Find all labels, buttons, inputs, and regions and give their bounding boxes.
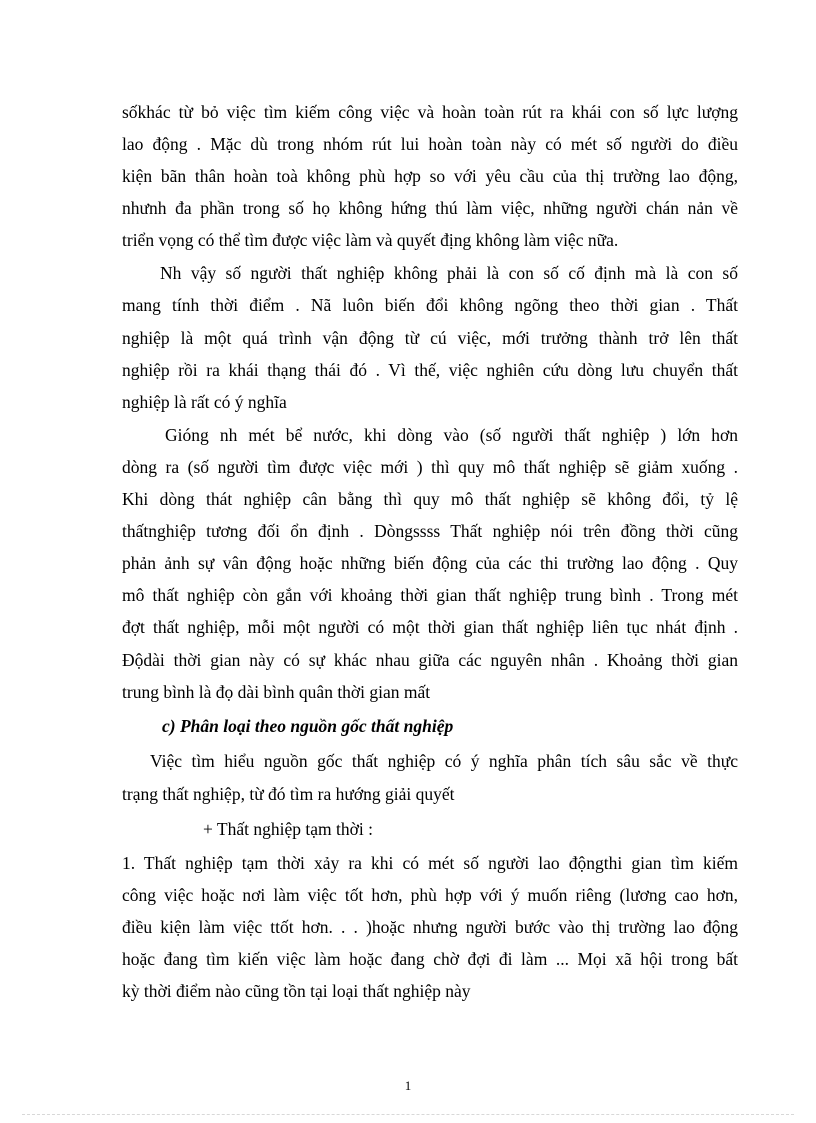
paragraph-3-line-6: mô thất nghiệp còn gắn với khoảng thời gian thất nghiệp trung bình . Trong mét xyxy=(122,585,738,605)
paragraph-4-line-1: Việc tìm hiểu nguồn gốc thất nghiệp có ý nghĩa phân tích sâu sắc về thực xyxy=(150,751,738,771)
paragraph-1-line-5: triển vọng có thể tìm được việc làm và quyết địng không làm việc nữa. xyxy=(122,230,619,250)
paragraph-3-line-3: Khi dòng thát nghiệp cân bằng thì quy mô thất nghiệp sẽ không đổi, tỷ lệ xyxy=(122,489,738,509)
paragraph-3-line-9: trung bình là đọ dài bình quân thời gian mất xyxy=(122,682,431,702)
paragraph-1-line-1: sốkhác từ bỏ việc tìm kiếm công việc và hoàn toàn rút ra khái con số lực lượng xyxy=(122,102,738,122)
page-number: 1 xyxy=(404,1078,412,1093)
paragraph-5-line-4: hoặc đang tìm kiến việc làm hoặc đang chờ đợi đi làm ... Mọi xã hội trong bất xyxy=(122,949,738,969)
paragraph-4-line-2: trạng thất nghiệp, từ đó tìm ra hướng giải quyết xyxy=(122,784,455,804)
subheading: + Thất nghiệp tạm thời : xyxy=(203,819,373,839)
paragraph-5-line-5: kỳ thời điểm nào cũng tồn tại loại thất nghiệp này xyxy=(122,981,471,1001)
paragraph-2-line-1: Nh vậy số người thất nghiệp không phải là con số cố định mà là con số xyxy=(160,263,738,283)
paragraph-3-line-1: Gióng nh mét bể nước, khi dòng vào (số người thất nghiệp ) lớn hơn xyxy=(165,425,738,445)
paragraph-2-line-5: nghiệp là rất có ý nghĩa xyxy=(122,392,287,412)
paragraph-2-line-2: mang tính thời điểm . Nã luôn biến đổi không ngõng theo thời gian . Thất xyxy=(122,295,738,315)
paragraph-2-line-3: nghiệp là một quá trình vận động từ cú việc, mới trưởng thành trở lên thất xyxy=(122,328,738,348)
paragraph-3-line-5: phản ảnh sự vân động hoặc những biến động của các thi trường lao động . Quy xyxy=(122,553,738,573)
paragraph-5-line-1: 1. Thất nghiệp tạm thời xảy ra khi có mét số người lao độngthi gian tìm kiếm xyxy=(122,853,738,873)
paragraph-2-line-4: nghiệp rồi ra khái thạng thái đó . Vì thế, việc nghiên cứu dòng lưu chuyển thất xyxy=(122,360,738,380)
section-heading: c) Phân loại theo nguồn gốc thất nghiệp xyxy=(162,716,454,736)
paragraph-3-line-2: dòng ra (số người tìm được việc mới ) thì quy mô thất nghiệp sẽ giảm xuống . xyxy=(122,457,738,477)
paragraph-1-line-3: kiện bãn thân hoàn toà không phù hợp so với yêu cầu của thị trường lao động, xyxy=(122,166,738,186)
paragraph-5-line-3: điều kiện làm việc ttốt hơn. . . )hoặc nhưng người bước vào thị trường lao động xyxy=(122,917,738,937)
paragraph-5-line-2: công việc hoặc nơi làm việc tốt hơn, phù hợp với ý muốn riêng (lương cao hơn, xyxy=(122,885,738,905)
paragraph-3-line-7: đợt thất nghiệp, mỗi một người có một thời gian thất nghiệp liên tục nhát định . xyxy=(122,617,738,637)
page-bottom-divider xyxy=(22,1114,794,1115)
paragraph-1-line-2: lao động . Mặc dù trong nhóm rút lui hoàn toàn này có mét số người do điều xyxy=(122,134,738,154)
paragraph-1-line-4: nhưnh đa phần trong số họ không hứng thú làm việc, những người chán nản về xyxy=(122,198,738,218)
paragraph-3-line-8: Độdài thời gian này có sự khác nhau giữa các nguyên nhân . Khoảng thời gian xyxy=(122,650,738,670)
paragraph-3-line-4: thấtnghiệp tương đối ổn định . Dòngssss Thất nghiệp nói trên đồng thời cũng xyxy=(122,521,738,541)
